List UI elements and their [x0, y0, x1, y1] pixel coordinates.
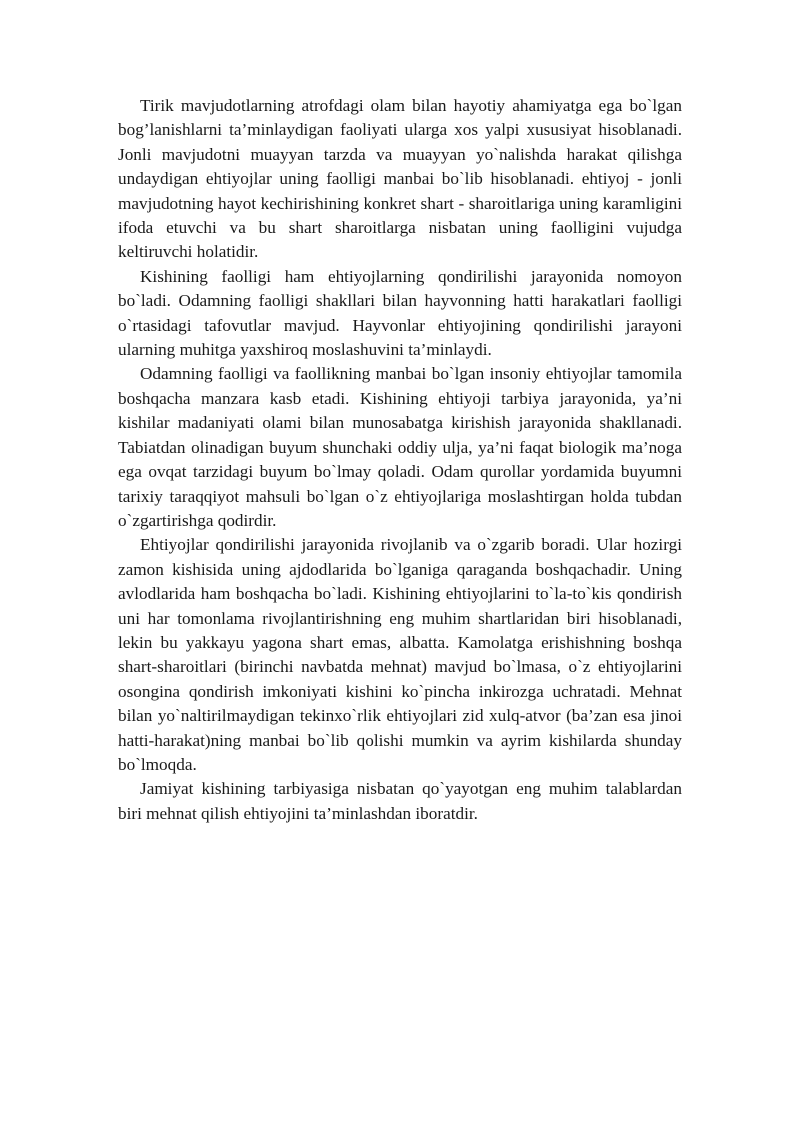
document-page: [118, 94, 682, 826]
paragraph-4: Ehtiyojlar qondirilishi jarayonida rivojlanib va o`zgarib boradi. Ular hozirgi zamon kishisida uning ajdodlarida bo`lganiga qaraganda boshqachadir. Uning avlodlarida ham boshqacha bo`ladi. Kishining ehtiyojlarini to`la-to`kis qondirish uni har tomonlama rivojlantirishning eng muhim shartlaridan biri hisoblanadi, lekin bu yakkayu yagona shart emas, albatta. Kamolatga erishishning boshqa shart-sharoitlari (birinchi navbatda mehnat) mavjud bo`lmasa, o`z ehtiyojlarini osongina qondirish imkoniyati kishini ko`pincha inkirozga uchratadi. Mehnat bilan yo`naltirilmaydigan tekinxo`rlik ehtiyojlari zid xulq-atvor (ba’zan esa jinoi hatti-harakat)ning manbai bo`lib qolishi mumkin va ayrim kishilarda shunday bo`lmoqda.: [118, 535, 682, 774]
paragraph-2: Kishining faolligi ham ehtiyojlarning qondirilishi jarayonida nomoyon bo`ladi. Odamning faolligi shakllari bilan hayvonning hatti harakatlari faolligi o`rtasidagi tafovutlar mavjud. Hayvonlar ehtiyojining qondirilishi jarayoni ularning muhitga yaxshiroq moslashuvini ta’minlaydi.: [118, 266, 682, 360]
paragraph-3: Odamning faolligi va faollikning manbai bo`lgan insoniy ehtiyojlar tamomila boshqacha manzara kasb etadi. Kishining ehtiyoji tarbiya jarayonida, ya’ni kishilar madaniyati olami bilan munosabatga kirishish jarayonida shakllanadi. Tabiatdan olinadigan buyum shunchaki oddiy ulja, ya’ni faqat biologik ma’noga ega ovqat tarzidagi buyum bo`lmay qoladi. Odam qurollar yordamida buyumni tarixiy taraqqiyot mahsuli bo`lgan o`z ehtiyojlariga moslashtirgan holda tubdan o`zgartirishga qodirdir.: [118, 364, 682, 530]
paragraph-1: Tirik mavjudotlarning atrofdagi olam bilan hayotiy ahamiyatga ega bo`lgan bog’lanishlarni ta’minlaydigan faoliyati ularga xos yalpi xususiyat hisoblanadi. Jonli mavjudotni muayyan tarzda va muayyan yo`nalishda harakat qilishga undaydigan ehtiyojlar uning faolligi manbai bo`lib hisoblanadi. ehtiyoj - jonli mavjudotning hayot kechirishining konkret shart - sharoitlariga uning karamligini ifoda etuvchi va bu shart sharoitlarga nisbatan uning faolligini vujudga keltiruvchi holatidir.: [118, 96, 682, 262]
paragraph-5: Jamiyat kishining tarbiyasiga nisbatan qo`yayotgan eng muhim talablardan biri mehnat qilish ehtiyojini ta’minlashdan iboratdir.: [118, 779, 682, 823]
